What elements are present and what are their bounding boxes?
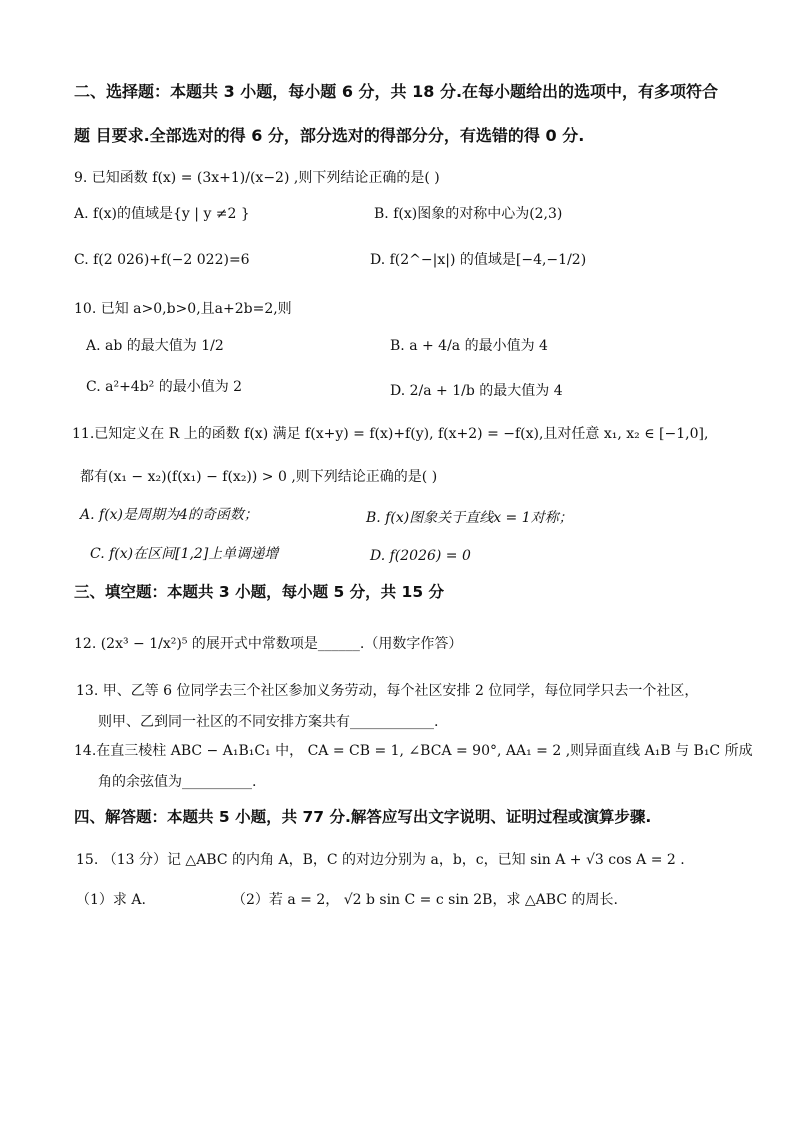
q15-part1: （1）求 A. [76, 892, 146, 908]
section3-title: 三、填空题：本题共 3 小题，每小题 5 分，共 15 分 [74, 583, 445, 601]
q13-line1: 13. 甲、乙等 6 位同学去三个社区参加义务劳动，每个社区安排 2 位同学，每位同学只去一个社区， [76, 683, 699, 699]
q11-option-d: D. f(2026) = 0 [370, 548, 471, 564]
q10-option-b: B. a + 4/a 的最小值为 4 [390, 338, 548, 354]
q10-option-a: A. ab 的最大值为 1/2 [86, 338, 224, 354]
q9-option-c: C. f(2 026)+f(−2 022)=6 [74, 252, 250, 268]
q11-option-a: A. f(x)是周期为4的奇函数； [80, 507, 258, 523]
q13-line2: 则甲、乙到同一社区的不同安排方案共有____________. [98, 714, 439, 730]
q9-option-a: A. f(x)的值域是{y | y ≠2 } [74, 206, 250, 222]
q11-option-c: C. f(x)在区间[1,2]上单调递增 [90, 546, 279, 562]
q12-text: 12. (2x³ − 1/x²)⁵ 的展开式中常数项是______.（用数字作答） [74, 636, 463, 652]
section4-title: 四、解答题：本题共 5 小题，共 77 分.解答应写出文字说明、证明过程或演算步骤. [74, 808, 652, 826]
q11-stem-line1: 11.已知定义在 R 上的函数 f(x) 满足 f(x+y) = f(x)+f(y), f(x+2) = −f(x),且对任意 x₁, x₂ ∈ [−1,0], [72, 426, 709, 442]
q10-option-d: D. 2/a + 1/b 的最大值为 4 [390, 383, 563, 399]
q14-line2: 角的余弦值为__________. [98, 774, 257, 790]
section2-line1: 二、选择题：本题共 3 小题，每小题 6 分，共 18 分.在每小题给出的选项中，有多项符合 [74, 82, 719, 101]
q15-stem: 15. （13 分）记 △ABC 的内角 A，B，C 的对边分别为 a，b，c，已知 sin A + √3 cos A = 2 . [76, 852, 685, 868]
q11-option-b: B. f(x)图象关于直线x = 1对称； [366, 510, 573, 526]
q10-stem: 10. 已知 a>0,b>0,且a+2b=2,则 [74, 301, 292, 317]
q10-option-c: C. a²+4b² 的最小值为 2 [86, 379, 243, 395]
q14-line1: 14.在直三棱柱 ABC − A₁B₁C₁ 中， CA = CB = 1, ∠BCA = 90°, AA₁ = 2 ,则异面直线 A₁B 与 B₁C 所成 [74, 743, 753, 759]
q9-stem: 9. 已知函数 f(x) = (3x+1)/(x−2) ,则下列结论正确的是( ) [74, 170, 440, 186]
q15-part2: （2）若 a = 2， √2 b sin C = c sin 2B，求 △ABC 的周长. [232, 892, 618, 908]
q11-stem-line2: 都有(x₁ − x₂)(f(x₁) − f(x₂)) > 0 ,则下列结论正确的是( ) [80, 469, 438, 485]
q9-option-b: B. f(x)图象的对称中心为(2,3) [374, 206, 563, 222]
section2-line2: 题 目要求.全部选对的得 6 分，部分选对的得部分分，有选错的得 0 分. [74, 126, 585, 145]
q9-option-d: D. f(2^−|x|) 的值域是[−4,−1/2) [370, 252, 587, 268]
